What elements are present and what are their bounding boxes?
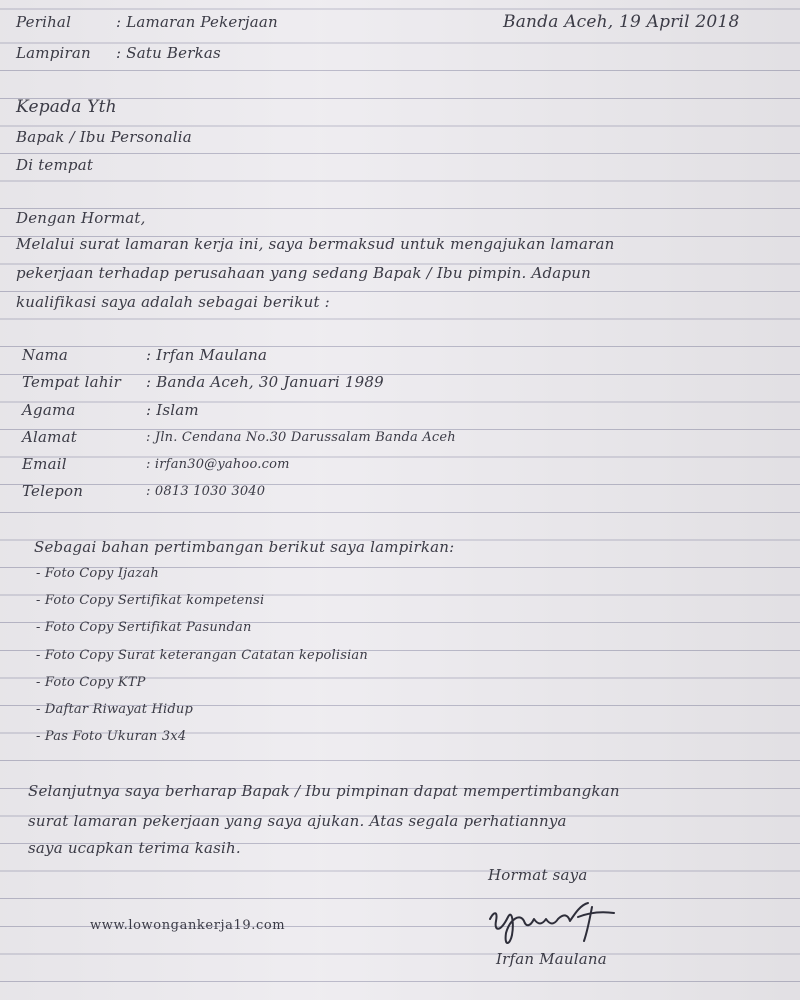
detail-label: Nama <box>22 346 69 364</box>
attachment-item: - Pas Foto Ukuran 3x4 <box>36 729 187 744</box>
detail-label: Agama <box>22 401 76 419</box>
lampiran-value: : Satu Berkas <box>116 44 221 62</box>
signer-name: Irfan Maulana <box>496 950 607 968</box>
perihal-label: Perihal <box>16 13 72 31</box>
closing-line: saya ucapkan terima kasih. <box>28 839 241 857</box>
attachment-item: - Foto Copy Ijazah <box>36 566 159 581</box>
detail-value: : Islam <box>146 401 199 419</box>
place-date: Banda Aceh, 19 April 2018 <box>503 12 740 32</box>
closing-line: surat lamaran pekerjaan yang saya ajukan. Atas segala perhatiannya <box>28 812 567 830</box>
detail-value: : 0813 1030 3040 <box>146 484 266 499</box>
recipient-line: Bapak / Ibu Personalia <box>16 128 192 146</box>
detail-value: : Banda Aceh, 30 Januari 1989 <box>146 373 384 391</box>
greeting: Dengan Hormat, <box>16 209 146 227</box>
attachment-item: - Foto Copy Sertifikat kompetensi <box>36 593 265 608</box>
attachments-intro: Sebagai bahan pertimbangan berikut saya lampirkan: <box>34 538 455 556</box>
detail-label: Email <box>22 455 67 473</box>
intro-line: kualifikasi saya adalah sebagai berikut : <box>16 293 330 311</box>
closing-line: Selanjutnya saya berharap Bapak / Ibu pimpinan dapat mempertimbangkan <box>28 782 620 800</box>
detail-value: : Jln. Cendana No.30 Darussalam Banda Aceh <box>146 430 456 445</box>
detail-label: Tempat lahir <box>22 373 122 391</box>
attachment-item: - Foto Copy Sertifikat Pasundan <box>36 620 252 635</box>
detail-label: Telepon <box>22 482 84 500</box>
recipient-line: Di tempat <box>16 156 94 174</box>
handwritten-signature <box>484 895 624 951</box>
intro-line: pekerjaan terhadap perusahaan yang sedang Bapak / Ibu pimpin. Adapun <box>16 264 591 282</box>
attachment-item: - Daftar Riwayat Hidup <box>36 702 194 717</box>
lampiran-label: Lampiran <box>16 44 91 62</box>
detail-value: : irfan30@yahoo.com <box>146 457 290 472</box>
signoff: Hormat saya <box>488 866 588 884</box>
intro-line: Melalui surat lamaran kerja ini, saya bermaksud untuk mengajukan lamaran <box>16 235 615 253</box>
perihal-value: : Lamaran Pekerjaan <box>116 13 278 31</box>
detail-value: : Irfan Maulana <box>146 346 268 364</box>
attachment-item: - Foto Copy KTP <box>36 675 146 690</box>
recipient-line: Kepada Yth <box>16 97 117 117</box>
watermark: www.lowongankerja19.com <box>90 918 286 933</box>
detail-label: Alamat <box>22 428 77 446</box>
attachment-item: - Foto Copy Surat keterangan Catatan kepolisian <box>36 648 368 663</box>
